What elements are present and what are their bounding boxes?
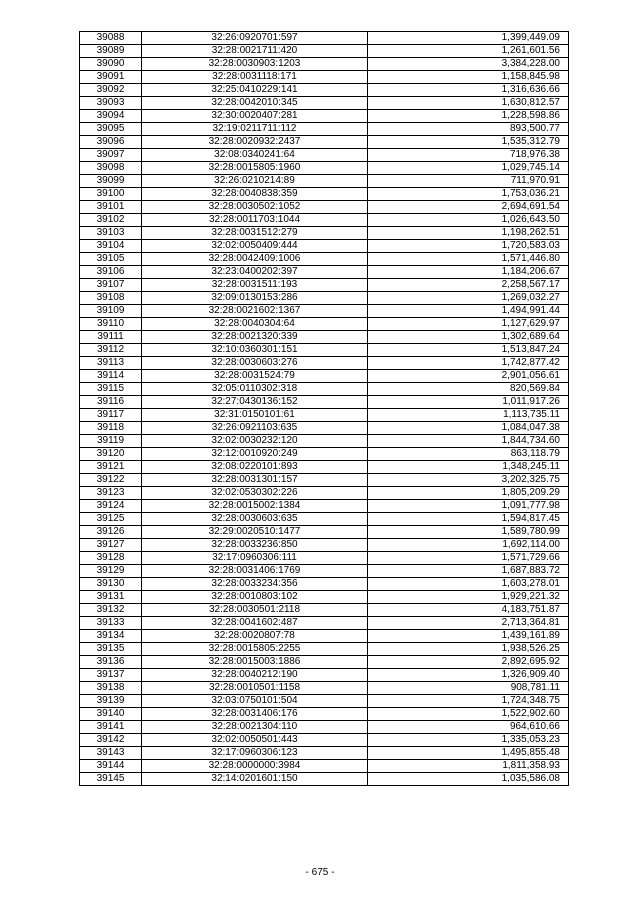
cadastral-number-cell: 32:09:0130153:286 (142, 292, 368, 305)
amount-cell: 1,805,209.29 (368, 487, 569, 500)
row-number-cell: 39131 (80, 591, 142, 604)
amount-cell: 1,184,206.67 (368, 266, 569, 279)
table-row (80, 604, 569, 617)
row-number-cell: 39111 (80, 331, 142, 344)
cadastral-number-cell: 32:28:0011703:1044 (142, 214, 368, 227)
cadastral-number-cell: 32:28:0031512:279 (142, 227, 368, 240)
row-number-cell: 39145 (80, 773, 142, 786)
cadastral-number-cell: 32:10:0360301:151 (142, 344, 368, 357)
amount-cell: 1,742,877.42 (368, 357, 569, 370)
cadastral-number-cell: 32:28:0031301:157 (142, 474, 368, 487)
table-row (80, 396, 569, 409)
table-row (80, 448, 569, 461)
cadastral-number-cell: 32:28:0020807:78 (142, 630, 368, 643)
cadastral-number-cell: 32:28:0033236:850 (142, 539, 368, 552)
row-number-cell: 39137 (80, 669, 142, 682)
amount-cell: 863,118.79 (368, 448, 569, 461)
row-number-cell: 39109 (80, 305, 142, 318)
cadastral-number-cell: 32:26:0920701:597 (142, 32, 368, 45)
amount-cell: 1,228,598.86 (368, 110, 569, 123)
cadastral-number-cell: 32:28:0015002:1384 (142, 500, 368, 513)
row-number-cell: 39141 (80, 721, 142, 734)
amount-cell: 893,500.77 (368, 123, 569, 136)
amount-cell: 1,026,643.50 (368, 214, 569, 227)
table-row (80, 500, 569, 513)
row-number-cell: 39124 (80, 500, 142, 513)
table-row (80, 487, 569, 500)
row-number-cell: 39114 (80, 370, 142, 383)
row-number-cell: 39143 (80, 747, 142, 760)
table-row (80, 474, 569, 487)
table-row (80, 617, 569, 630)
row-number-cell: 39115 (80, 383, 142, 396)
table-row (80, 253, 569, 266)
amount-cell: 2,713,364.81 (368, 617, 569, 630)
row-number-cell: 39091 (80, 71, 142, 84)
row-number-cell: 39113 (80, 357, 142, 370)
row-number-cell: 39095 (80, 123, 142, 136)
cadastral-number-cell: 32:29:0020510:1477 (142, 526, 368, 539)
cadastral-number-cell: 32:26:0921103:635 (142, 422, 368, 435)
cadastral-number-cell: 32:28:0020932:2437 (142, 136, 368, 149)
cadastral-number-cell: 32:28:0031118:171 (142, 71, 368, 84)
amount-cell: 1,811,358.93 (368, 760, 569, 773)
amount-cell: 4,183,751.87 (368, 604, 569, 617)
amount-cell: 1,844,734.60 (368, 435, 569, 448)
cadastral-number-cell: 32:28:0031406:1769 (142, 565, 368, 578)
table-row (80, 591, 569, 604)
amount-cell: 1,603,278.01 (368, 578, 569, 591)
amount-cell: 718,976.38 (368, 149, 569, 162)
row-number-cell: 39139 (80, 695, 142, 708)
table-row (80, 188, 569, 201)
row-number-cell: 39108 (80, 292, 142, 305)
table-row (80, 409, 569, 422)
amount-cell: 3,384,228.00 (368, 58, 569, 71)
cadastral-number-cell: 32:02:0030232:120 (142, 435, 368, 448)
amount-cell: 820,569.84 (368, 383, 569, 396)
amount-cell: 1,269,032.27 (368, 292, 569, 305)
cadastral-number-cell: 32:28:0021711:420 (142, 45, 368, 58)
cadastral-number-cell: 32:23:0400202:397 (142, 266, 368, 279)
table-row (80, 552, 569, 565)
amount-cell: 1,513,847.24 (368, 344, 569, 357)
cadastral-number-cell: 32:28:0031511:193 (142, 279, 368, 292)
cadastral-number-cell: 32:17:0960306:123 (142, 747, 368, 760)
cadastral-number-cell: 32:17:0960306:111 (142, 552, 368, 565)
amount-cell: 1,198,262.51 (368, 227, 569, 240)
cadastral-number-cell: 32:08:0220101:893 (142, 461, 368, 474)
row-number-cell: 39122 (80, 474, 142, 487)
amount-cell: 1,029,745.14 (368, 162, 569, 175)
cadastral-number-cell: 32:28:0015805:2255 (142, 643, 368, 656)
table-row (80, 266, 569, 279)
amount-cell: 1,348,245.11 (368, 461, 569, 474)
table-row (80, 279, 569, 292)
row-number-cell: 39102 (80, 214, 142, 227)
table-row (80, 292, 569, 305)
row-number-cell: 39101 (80, 201, 142, 214)
cadastral-number-cell: 32:28:0040304:64 (142, 318, 368, 331)
cadastral-number-cell: 32:12:0010920:249 (142, 448, 368, 461)
row-number-cell: 39116 (80, 396, 142, 409)
table-row (80, 526, 569, 539)
table-row (80, 760, 569, 773)
table-row (80, 214, 569, 227)
row-number-cell: 39133 (80, 617, 142, 630)
row-number-cell: 39138 (80, 682, 142, 695)
row-number-cell: 39123 (80, 487, 142, 500)
row-number-cell: 39089 (80, 45, 142, 58)
cadastral-number-cell: 32:05:0110302:318 (142, 383, 368, 396)
table-row (80, 383, 569, 396)
amount-cell: 1,692,114.00 (368, 539, 569, 552)
amount-cell: 1,571,729.66 (368, 552, 569, 565)
table-row (80, 643, 569, 656)
amount-cell: 964,610.66 (368, 721, 569, 734)
table-row (80, 708, 569, 721)
table-row (80, 123, 569, 136)
cadastral-number-cell: 32:28:0021602:1367 (142, 305, 368, 318)
cadastral-number-cell: 32:28:0042409:1006 (142, 253, 368, 266)
amount-cell: 1,753,036.21 (368, 188, 569, 201)
amount-cell: 1,494,991.44 (368, 305, 569, 318)
cadastral-number-cell: 32:02:0050501:443 (142, 734, 368, 747)
amount-cell: 1,929,221.32 (368, 591, 569, 604)
amount-cell: 1,158,845.98 (368, 71, 569, 84)
row-number-cell: 39105 (80, 253, 142, 266)
table-row (80, 58, 569, 71)
amount-cell: 1,594,817.45 (368, 513, 569, 526)
cadastral-number-cell: 32:28:0040212:190 (142, 669, 368, 682)
row-number-cell: 39106 (80, 266, 142, 279)
table-row (80, 422, 569, 435)
row-number-cell: 39142 (80, 734, 142, 747)
cadastral-number-cell: 32:25:0410229:141 (142, 84, 368, 97)
amount-cell: 1,589,780.99 (368, 526, 569, 539)
amount-cell: 1,326,909.40 (368, 669, 569, 682)
cadastral-number-cell: 32:28:0015805:1960 (142, 162, 368, 175)
table-row (80, 136, 569, 149)
table-row (80, 682, 569, 695)
cadastral-number-cell: 32:30:0020407:281 (142, 110, 368, 123)
amount-cell: 1,084,047.38 (368, 422, 569, 435)
table-row (80, 97, 569, 110)
amount-cell: 2,694,691.54 (368, 201, 569, 214)
row-number-cell: 39112 (80, 344, 142, 357)
table-body (80, 32, 569, 786)
cadastral-number-cell: 32:26:0210214:89 (142, 175, 368, 188)
cadastral-number-cell: 32:28:0041602:487 (142, 617, 368, 630)
amount-cell: 1,261,601.56 (368, 45, 569, 58)
table-row (80, 370, 569, 383)
row-number-cell: 39119 (80, 435, 142, 448)
amount-cell: 1,091,777.98 (368, 500, 569, 513)
row-number-cell: 39135 (80, 643, 142, 656)
amount-cell: 1,495,855.48 (368, 747, 569, 760)
amount-cell: 1,011,917.26 (368, 396, 569, 409)
table-row (80, 344, 569, 357)
amount-cell: 3,202,325.75 (368, 474, 569, 487)
cadastral-number-cell: 32:28:0030603:635 (142, 513, 368, 526)
row-number-cell: 39104 (80, 240, 142, 253)
row-number-cell: 39120 (80, 448, 142, 461)
amount-cell: 2,892,695.92 (368, 656, 569, 669)
amount-cell: 1,399,449.09 (368, 32, 569, 45)
row-number-cell: 39097 (80, 149, 142, 162)
amount-cell: 1,571,446.80 (368, 253, 569, 266)
table-row (80, 721, 569, 734)
cadastral-number-cell: 32:03:0750101:504 (142, 695, 368, 708)
table-row (80, 773, 569, 786)
table-row (80, 435, 569, 448)
cadastral-number-cell: 32:19:0211711:112 (142, 123, 368, 136)
table-row (80, 734, 569, 747)
amount-cell: 1,035,586.08 (368, 773, 569, 786)
cadastral-number-cell: 32:28:0031524:79 (142, 370, 368, 383)
row-number-cell: 39110 (80, 318, 142, 331)
table-row (80, 513, 569, 526)
cadastral-number-cell: 32:28:0030501:2118 (142, 604, 368, 617)
table-row (80, 45, 569, 58)
cadastral-number-cell: 32:28:0042010:345 (142, 97, 368, 110)
table-row (80, 331, 569, 344)
table-row (80, 656, 569, 669)
row-number-cell: 39103 (80, 227, 142, 240)
cadastral-number-cell: 32:28:0021304:110 (142, 721, 368, 734)
table-row (80, 227, 569, 240)
cadastral-number-cell: 32:28:0030502:1052 (142, 201, 368, 214)
cadastral-number-cell: 32:27:0430136:152 (142, 396, 368, 409)
table-row (80, 669, 569, 682)
row-number-cell: 39136 (80, 656, 142, 669)
cadastral-number-cell: 32:28:0040838:359 (142, 188, 368, 201)
table-row (80, 539, 569, 552)
cadastral-number-cell: 32:28:0000000:3984 (142, 760, 368, 773)
table-row (80, 565, 569, 578)
cadastral-number-cell: 32:02:0050409:444 (142, 240, 368, 253)
amount-cell: 1,687,883.72 (368, 565, 569, 578)
row-number-cell: 39130 (80, 578, 142, 591)
amount-cell: 2,901,056.61 (368, 370, 569, 383)
table-row (80, 630, 569, 643)
row-number-cell: 39090 (80, 58, 142, 71)
amount-cell: 1,335,053.23 (368, 734, 569, 747)
row-number-cell: 39132 (80, 604, 142, 617)
table-row (80, 461, 569, 474)
row-number-cell: 39128 (80, 552, 142, 565)
cadastral-number-cell: 32:28:0033234:356 (142, 578, 368, 591)
amount-cell: 2,258,567.17 (368, 279, 569, 292)
amount-cell: 1,127,629.97 (368, 318, 569, 331)
cadastral-number-cell: 32:14:0201601:150 (142, 773, 368, 786)
table-row (80, 305, 569, 318)
row-number-cell: 39094 (80, 110, 142, 123)
row-number-cell: 39125 (80, 513, 142, 526)
amount-cell: 1,316,636.66 (368, 84, 569, 97)
table-row (80, 71, 569, 84)
table-row (80, 32, 569, 45)
row-number-cell: 39117 (80, 409, 142, 422)
table-row (80, 240, 569, 253)
cadastral-number-cell: 32:08:0340241:64 (142, 149, 368, 162)
amount-cell: 1,522,902.60 (368, 708, 569, 721)
cadastral-number-cell: 32:31:0150101:61 (142, 409, 368, 422)
row-number-cell: 39118 (80, 422, 142, 435)
amount-cell: 711,970.91 (368, 175, 569, 188)
row-number-cell: 39121 (80, 461, 142, 474)
table-row (80, 162, 569, 175)
amount-cell: 1,535,312.79 (368, 136, 569, 149)
amount-cell: 1,720,583.03 (368, 240, 569, 253)
row-number-cell: 39126 (80, 526, 142, 539)
row-number-cell: 39144 (80, 760, 142, 773)
data-table (79, 31, 569, 786)
row-number-cell: 39134 (80, 630, 142, 643)
table-row (80, 201, 569, 214)
row-number-cell: 39096 (80, 136, 142, 149)
cadastral-number-cell: 32:28:0021320:339 (142, 331, 368, 344)
table-row (80, 84, 569, 97)
amount-cell: 1,113,735.11 (368, 409, 569, 422)
row-number-cell: 39127 (80, 539, 142, 552)
amount-cell: 908,781.11 (368, 682, 569, 695)
row-number-cell: 39093 (80, 97, 142, 110)
row-number-cell: 39088 (80, 32, 142, 45)
cadastral-number-cell: 32:28:0030603:276 (142, 357, 368, 370)
amount-cell: 1,938,526.25 (368, 643, 569, 656)
row-number-cell: 39100 (80, 188, 142, 201)
row-number-cell: 39140 (80, 708, 142, 721)
table-row (80, 695, 569, 708)
row-number-cell: 39092 (80, 84, 142, 97)
cadastral-number-cell: 32:28:0030903:1203 (142, 58, 368, 71)
table-row (80, 357, 569, 370)
amount-cell: 1,439,161.89 (368, 630, 569, 643)
table-row (80, 110, 569, 123)
row-number-cell: 39107 (80, 279, 142, 292)
cadastral-number-cell: 32:02:0530302:226 (142, 487, 368, 500)
table-row (80, 175, 569, 188)
cadastral-number-cell: 32:28:0010803:102 (142, 591, 368, 604)
cadastral-number-cell: 32:28:0010501:1158 (142, 682, 368, 695)
amount-cell: 1,302,689.64 (368, 331, 569, 344)
row-number-cell: 39129 (80, 565, 142, 578)
cadastral-number-cell: 32:28:0015003:1886 (142, 656, 368, 669)
row-number-cell: 39098 (80, 162, 142, 175)
page-number: - 675 - (305, 867, 335, 878)
cadastral-number-cell: 32:28:0031406:176 (142, 708, 368, 721)
table-row (80, 578, 569, 591)
amount-cell: 1,630,812.57 (368, 97, 569, 110)
row-number-cell: 39099 (80, 175, 142, 188)
table-row (80, 318, 569, 331)
amount-cell: 1,724,348.75 (368, 695, 569, 708)
table-row (80, 149, 569, 162)
table-row (80, 747, 569, 760)
